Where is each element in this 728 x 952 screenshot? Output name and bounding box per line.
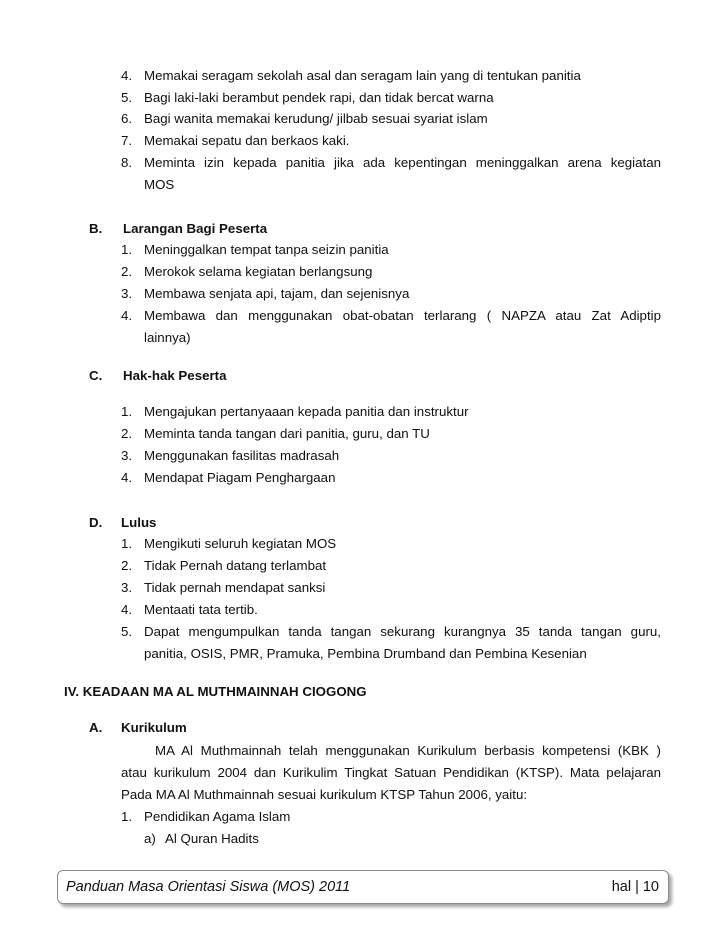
- section-letter: D.: [89, 515, 103, 530]
- list-number: 7.: [121, 133, 133, 148]
- list-item: Tidak pernah mendapat sanksi: [144, 580, 326, 595]
- list-number: 5.: [121, 624, 133, 639]
- list-number: 1.: [121, 404, 133, 419]
- sublist-marker: a): [144, 831, 156, 846]
- list-item: Meninggalkan tempat tanpa seizin panitia: [144, 242, 389, 257]
- section-heading: Hak-hak Peserta: [123, 368, 227, 383]
- page-footer: [57, 870, 669, 904]
- section-heading: Larangan Bagi Peserta: [123, 221, 268, 236]
- list-item: Tidak Pernah datang terlambat: [144, 558, 327, 573]
- list-item: Bagi laki-laki berambut pendek rapi, dan tidak bercat warna: [144, 90, 494, 105]
- list-item: Mendapat Piagam Penghargaan: [144, 470, 336, 485]
- list-item-continuation: panitia, OSIS, PMR, Pramuka, Pembina Drumband dan Pembina Kesenian: [144, 646, 587, 661]
- list-number: 8.: [121, 155, 133, 170]
- list-item: Mengikuti seluruh kegiatan MOS: [144, 536, 337, 551]
- list-item: Mengajukan pertanyaaan kepada panitia dan instruktur: [144, 404, 469, 419]
- list-number: 3.: [121, 580, 133, 595]
- list-number: 4.: [121, 308, 133, 323]
- list-number: 3.: [121, 286, 133, 301]
- paragraph-line: MA Al Muthmainnah telah menggunakan Kurikulum berbasis kompetensi (KBK ): [155, 743, 661, 758]
- list-item: Meminta tanda tangan dari panitia, guru, dan TU: [144, 426, 430, 441]
- list-number: 2.: [121, 264, 133, 279]
- list-number: 4.: [121, 602, 133, 617]
- chapter-heading: IV. KEADAAN MA AL MUTHMAINNAH CIOGONG: [64, 684, 367, 699]
- list-item: Dapat mengumpulkan tanda tangan sekurang kurangnya 35 tanda tangan guru,: [144, 624, 661, 639]
- list-number: 1.: [121, 536, 133, 551]
- list-number: 1.: [121, 242, 133, 257]
- list-number: 5.: [121, 90, 133, 105]
- section-heading: Lulus: [121, 515, 157, 530]
- page-number: hal | 10: [611, 879, 659, 895]
- list-number: 1.: [121, 809, 133, 824]
- footer-title: Panduan Masa Orientasi Siswa (MOS) 2011: [66, 879, 351, 895]
- list-item: Mentaati tata tertib.: [144, 602, 258, 617]
- list-item: Membawa senjata api, tajam, dan sejenisnya: [144, 286, 410, 301]
- section-letter: C.: [89, 368, 103, 383]
- sublist-item: Al Quran Hadits: [165, 831, 259, 846]
- paragraph-line: atau kurikulum 2004 dan Kurikulim Tingkat Satuan Pendidikan (KTSP). Mata pelajaran: [121, 765, 661, 780]
- list-number: 6.: [121, 111, 133, 126]
- list-item: Meminta izin kepada panitia jika ada kepentingan meninggalkan arena kegiatan: [144, 155, 661, 170]
- list-number: 3.: [121, 448, 133, 463]
- list-item-continuation: MOS: [144, 177, 175, 192]
- list-number: 4.: [121, 470, 133, 485]
- list-item-continuation: lainnya): [144, 330, 191, 345]
- list-item: Bagi wanita memakai kerudung/ jilbab sesuai syariat islam: [144, 111, 488, 126]
- section-letter: B.: [89, 221, 103, 236]
- list-number: 4.: [121, 68, 133, 83]
- list-item: Menggunakan fasilitas madrasah: [144, 448, 340, 463]
- section-letter: A.: [89, 720, 103, 735]
- list-number: 2.: [121, 558, 133, 573]
- paragraph-line: Pada MA Al Muthmainnah sesuai kurikulum KTSP Tahun 2006, yaitu:: [121, 787, 528, 802]
- list-item: Membawa dan menggunakan obat-obatan terlarang ( NAPZA atau Zat Adiptip: [144, 308, 661, 323]
- list-item: Merokok selama kegiatan berlangsung: [144, 264, 373, 279]
- list-item: Memakai seragam sekolah asal dan seragam lain yang di tentukan panitia: [144, 68, 581, 83]
- section-heading: Kurikulum: [121, 720, 187, 735]
- list-item: Memakai sepatu dan berkaos kaki.: [144, 133, 350, 148]
- list-number: 2.: [121, 426, 133, 441]
- list-item: Pendidikan Agama Islam: [144, 809, 291, 824]
